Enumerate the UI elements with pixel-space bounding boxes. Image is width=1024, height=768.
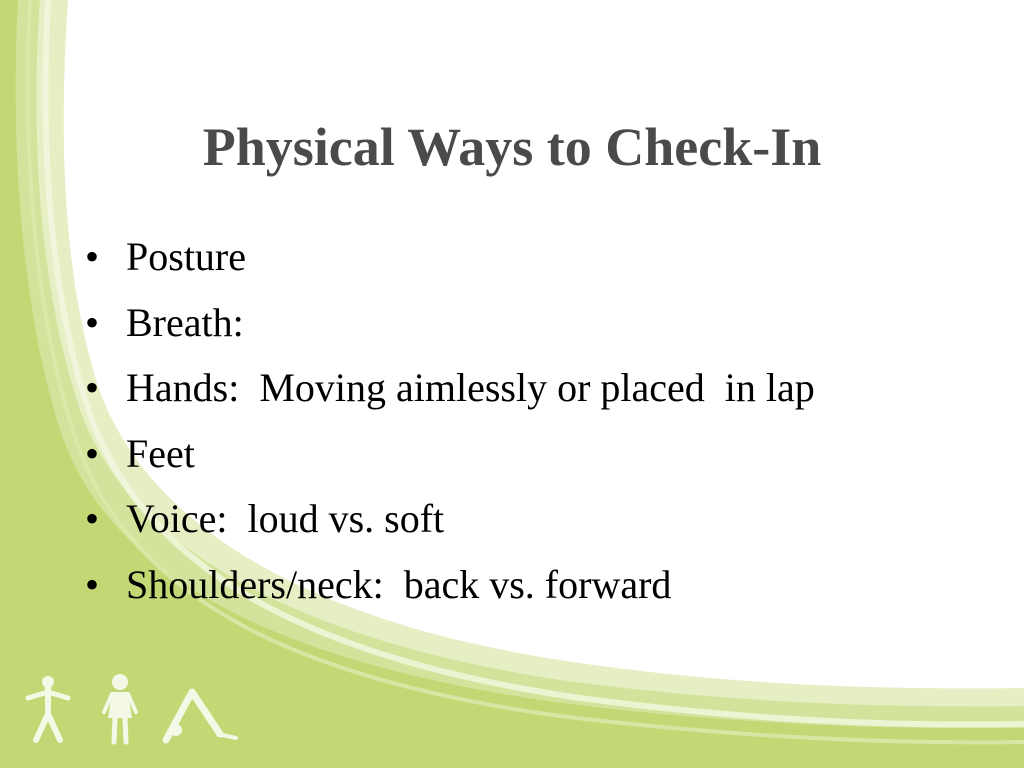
bullet-text: Hands: Moving aimlessly or placed in lap: [126, 365, 815, 410]
bullet-marker: •: [85, 561, 100, 607]
bullet-text: Shoulders/neck: back vs. forward: [126, 561, 672, 607]
yoga-figures: [20, 668, 250, 748]
bullet-item: [85, 228, 985, 294]
standing-stretch-figure-icon: [28, 676, 68, 740]
bullet-marker: •: [85, 496, 100, 541]
bullet-text: Posture: [126, 234, 246, 279]
bullet-item: [85, 359, 985, 425]
child-figure-icon: [104, 674, 136, 742]
bullet-text: Voice: loud vs. soft: [126, 496, 445, 541]
bullet-item: [85, 425, 985, 491]
bullet-text: Breath:: [126, 299, 244, 345]
bullet-item: [85, 294, 985, 360]
bullet-marker: •: [85, 299, 100, 345]
bullet-item: [85, 556, 985, 622]
bullet-marker: •: [85, 234, 100, 279]
downward-dog-figure-icon: [166, 692, 236, 740]
bullet-item: [85, 490, 985, 556]
slide-title: Physical Ways to Check-In: [202, 117, 822, 177]
bullet-marker: •: [85, 430, 100, 476]
bullet-list: [85, 228, 985, 621]
bullet-text: Feet: [126, 430, 195, 476]
bullet-marker: •: [85, 365, 100, 410]
